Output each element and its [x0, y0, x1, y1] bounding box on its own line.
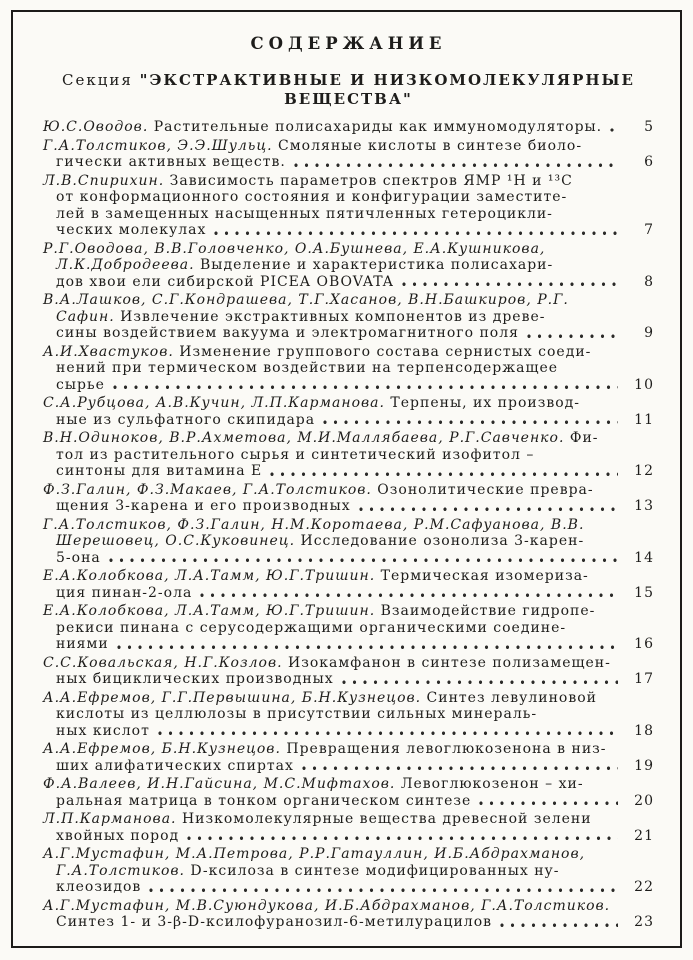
toc-entry-line [43, 671, 620, 688]
dot-leader [158, 723, 618, 740]
entry-authors: Р.Г.Оводова, В.В.Головченко, О.А.Бушнева, Е.А.Кушникова, [43, 240, 546, 257]
toc-entry-line-text [56, 309, 546, 325]
entry-title-text: Низкомолекулярные вещества древесной зелени [176, 811, 592, 827]
toc-entry-text [43, 811, 620, 844]
toc-entry-line-text [56, 914, 492, 931]
entry-title-text: Растительные полисахариды как иммуномодуляторы. [148, 119, 603, 135]
toc-entry [43, 292, 654, 342]
entry-authors: Сафин. [56, 308, 115, 325]
section-header-line1 [43, 71, 654, 90]
entry-title-text: Исследование озонолиза 3-карен- [295, 533, 585, 549]
toc-entry-line [43, 173, 620, 190]
dot-leader [149, 879, 618, 896]
entry-title-text: Левоглюкозенон – хи- [395, 776, 584, 792]
dot-leader [302, 758, 618, 775]
entry-title-text: ных бициклических производных [56, 671, 334, 687]
page-title: СОДЕРЖАНИЕ [250, 34, 447, 53]
toc-entry-line-text [56, 154, 286, 171]
dot-leader [294, 154, 618, 171]
toc-entry-line-text [56, 620, 566, 636]
toc-page-number: 11 [634, 411, 654, 428]
toc-entry-line-text [56, 447, 534, 463]
toc-entry-text [43, 482, 620, 515]
toc-entry-line-text [56, 463, 262, 480]
toc-entry-text [43, 846, 620, 896]
toc-entry-line [43, 377, 620, 394]
toc-entry-text [43, 741, 620, 774]
entry-title-text: дов хвои ели сибирской PICEA OBOVATA [56, 273, 394, 290]
toc-entry-line-text [43, 846, 585, 862]
toc-entry-line-text [56, 377, 105, 394]
toc-entry-line [43, 585, 620, 602]
toc-entry-line [43, 189, 620, 206]
entry-title-text: ральная матрица в тонком органическом синтезе [56, 792, 472, 809]
toc-entry-line-text [56, 550, 101, 567]
toc-entry-text [43, 241, 620, 291]
dot-leader [500, 914, 618, 931]
entry-title-text: ных кислот [56, 722, 150, 739]
toc-entry-text [43, 690, 620, 740]
entry-title-text: рекиси пинана с серусодержащими органическими соедине- [56, 619, 567, 636]
dot-leader [109, 550, 618, 567]
entry-title-text: Выделение и характеристика полисахари- [194, 257, 554, 273]
toc-entry-line-text [56, 360, 558, 376]
dot-leader [214, 222, 618, 239]
entry-title-text: Фи- [564, 430, 599, 446]
toc-entry-line [43, 758, 620, 775]
toc-entry [43, 846, 654, 896]
toc-page-number: 12 [634, 463, 654, 479]
toc-entry-line-text [43, 655, 611, 671]
toc-entry [43, 517, 654, 567]
toc-entry-line [43, 241, 620, 258]
toc-entry [43, 173, 654, 239]
toc-entry-line-text [56, 533, 584, 549]
toc-page-number: 6 [644, 154, 654, 170]
toc-entry-text [43, 517, 620, 567]
toc-entry-line [43, 119, 620, 136]
toc-entry-line [43, 222, 620, 239]
toc-entry-line-text [43, 395, 580, 411]
toc-entry-line [43, 568, 620, 585]
toc-entry-line-text [56, 498, 351, 515]
toc-entry-text [43, 292, 620, 342]
toc-entry [43, 138, 654, 171]
toc-entry-line-text [56, 412, 315, 429]
section-title-line2: ВЕЩЕСТВА" [284, 90, 413, 108]
toc-page-number: 14 [634, 549, 654, 566]
entry-authors: А.И.Хвастуков. [43, 343, 174, 360]
entry-authors: А.Г.Мустафин, М.В.Суюндукова, И.Б.Абдрахманов, Г.А.Толстиков. [43, 897, 611, 914]
entry-title-text: щения 3-карена и его производных [56, 498, 351, 514]
entry-title-text: Смоляные кислоты в синтезе биоло- [272, 137, 583, 154]
toc-entry-line [43, 828, 620, 845]
toc-entry-text [43, 395, 620, 428]
entry-title-text: Изокамфанон в синтезе полизамещен- [282, 654, 611, 671]
toc-entry-text [43, 344, 620, 394]
dot-leader [402, 274, 618, 291]
toc-entry-line [43, 776, 620, 793]
toc-page-number: 10 [634, 376, 654, 393]
toc-entry-line-text [56, 879, 141, 896]
toc-entry-text [43, 776, 620, 809]
toc-entry [43, 741, 654, 774]
toc-entries [43, 119, 654, 931]
dot-leader [113, 377, 618, 394]
toc-entry [43, 776, 654, 809]
entry-authors: Ф.З.Галин, Ф.З.Макаев, Г.А.Толстиков. [43, 481, 372, 498]
entry-title-text: Взаимодействие гидропе- [375, 603, 596, 619]
toc-entry-line [43, 430, 620, 447]
dot-leader [323, 412, 618, 429]
toc-entry-line [43, 846, 620, 863]
entry-title-text: ные из сульфатного скипидара [56, 411, 316, 428]
toc-entry [43, 344, 654, 394]
toc-entry-line-text [56, 257, 553, 273]
entry-title-text: Синтез левулиновой [421, 689, 597, 706]
toc-entry-line [43, 863, 620, 880]
entry-title-text: сины воздействием вакуума и электромагнитного поля [56, 325, 519, 341]
toc-entry-line [43, 723, 620, 740]
toc-entry-line [43, 620, 620, 637]
toc-entry-line-text [56, 671, 334, 688]
toc-entry-line [43, 550, 620, 567]
toc-page-number: 7 [644, 222, 654, 238]
toc-entry-text [43, 430, 620, 480]
toc-page-number: 15 [634, 584, 654, 601]
toc-entry-line [43, 360, 620, 377]
entry-authors: Ф.А.Валеев, И.Н.Гайсина, М.С.Мифтахов. [43, 776, 396, 792]
toc-entry-line-text [43, 776, 584, 792]
entry-authors: А.Г.Мустафин, М.А.Петрова, Р.Р.Гатауллин, И.Б.Абдрахманов, [43, 846, 586, 862]
toc-entry-line [43, 309, 620, 326]
entry-authors: Л.П.Карманова. [43, 811, 177, 827]
toc-entry-line [43, 138, 620, 155]
toc-page-number: 20 [634, 792, 654, 809]
toc-page-number: 22 [634, 879, 654, 895]
toc-entry-line [43, 879, 620, 896]
toc-entry-line [43, 292, 620, 309]
toc-page-number: 9 [644, 325, 654, 341]
toc-entry-line-text [43, 811, 592, 827]
toc-entry-line [43, 463, 620, 480]
toc-page-number: 19 [634, 757, 654, 774]
toc-entry-line-text [56, 723, 150, 740]
toc-entry-text [43, 603, 620, 653]
entry-authors: Е.А.Колобкова, Л.А.Тамм, Ю.Г.Тришин. [43, 603, 376, 619]
toc-entry-line-text [56, 863, 560, 879]
toc-entry [43, 241, 654, 291]
entry-title-text: кислоты из целлюлозы в присутствии сильных минераль- [56, 706, 538, 722]
dot-leader [610, 119, 618, 136]
entry-title-text: от конформационного состояния и конфигурации заместите- [56, 189, 568, 205]
toc-entry [43, 119, 654, 136]
dot-leader [479, 793, 618, 810]
entry-title-text: синтоны для витамина Е [56, 463, 263, 479]
toc-entry-line-text [43, 603, 595, 619]
entry-authors: В.Н.Одиноков, В.Р.Ахметова, М.И.Маллябаева, Р.Г.Савченко. [43, 430, 565, 446]
page-border-frame [11, 10, 682, 948]
entry-authors: Г.А.Толстиков. [56, 862, 185, 879]
toc-entry-text [43, 119, 620, 136]
toc-page-number: 16 [634, 636, 654, 652]
toc-entry-line [43, 344, 620, 361]
toc-entry-line [43, 898, 620, 915]
toc-page-number: 13 [634, 498, 654, 514]
dot-leader [342, 671, 618, 688]
toc-page-number: 17 [634, 671, 654, 687]
toc-entry-line [43, 517, 620, 534]
toc-entry-line [43, 533, 620, 550]
toc-entry-line-text [43, 690, 597, 706]
dot-leader [270, 463, 618, 480]
toc-entry-text [43, 138, 620, 171]
toc-entry-line-text [56, 828, 179, 845]
toc-entry [43, 655, 654, 688]
dot-leader [359, 498, 618, 515]
entry-title-text: Зависимость параметров спектров ЯМР ¹H и ¹³C [164, 172, 573, 189]
toc-entry-line [43, 690, 620, 707]
entry-authors: Г.А.Толстиков, Ф.З.Галин, Н.М.Коротаева, Р.М.Сафуанова, В.В. [43, 516, 585, 533]
entry-title-text: 5-она [56, 549, 101, 566]
toc-entry-text [43, 898, 620, 931]
toc-entry-line-text [56, 636, 109, 653]
dot-leader [527, 325, 618, 342]
toc-entry-line [43, 447, 620, 464]
toc-entry-line [43, 603, 620, 620]
toc-entry-line [43, 482, 620, 499]
toc-entry-line [43, 811, 620, 828]
toc-entry [43, 430, 654, 480]
entry-authors: Ю.С.Оводов. [43, 119, 149, 135]
toc-page-number: 5 [644, 119, 654, 135]
toc-entry-line-text [43, 292, 569, 308]
toc-entry-line [43, 636, 620, 653]
toc-page-number: 8 [644, 273, 654, 290]
entry-title-text: ших алифатических спиртах [56, 757, 294, 774]
toc-entry-line-text [43, 482, 594, 498]
toc-entry-line-text [43, 430, 599, 446]
toc-entry-line [43, 325, 620, 342]
entry-title-text: Термическая изомериза- [375, 568, 589, 584]
toc-entry-line [43, 412, 620, 429]
entry-title-text: тол из растительного сырья и синтетический изофитол – [56, 446, 535, 463]
section-prefix: Секция [62, 71, 140, 89]
entry-title-text: гически активных веществ. [56, 154, 286, 170]
toc-entry-line [43, 257, 620, 274]
toc-entry-line-text [43, 241, 545, 257]
entry-title-text: сырье [56, 376, 105, 393]
toc-entry-line-text [43, 517, 584, 533]
toc-entry-line [43, 395, 620, 412]
dot-leader [117, 636, 618, 653]
entry-title-text: ниями [56, 636, 109, 652]
toc-entry-line [43, 498, 620, 515]
entry-authors: Е.А.Колобкова, Л.А.Тамм, Ю.Г.Тришин. [43, 568, 376, 584]
entry-title-text: D-ксилоза в синтезе модифицированных ну- [184, 862, 560, 879]
entry-title-text: Извлечение экстрактивных компонентов из древе- [114, 308, 546, 325]
entry-authors: Л.К.Добродеева. [56, 257, 195, 273]
toc-entry-line-text [56, 206, 553, 222]
toc-entry-line [43, 206, 620, 223]
entry-title-text: Превращения левоглюкозенона в низ- [280, 741, 607, 757]
toc-entry-line [43, 706, 620, 723]
entry-title-text: ция пинан-2-ола [56, 584, 193, 601]
entry-title-text: хвойных пород [56, 827, 180, 844]
toc-entry [43, 395, 654, 428]
toc-entry-text [43, 568, 620, 601]
toc-entry [43, 568, 654, 601]
toc-entry-line-text [43, 119, 602, 136]
toc-entry-line [43, 274, 620, 291]
section-title-line1: "ЭКСТРАКТИВНЫЕ И НИЗКОМОЛЕКУЛЯРНЫЕ [139, 71, 635, 89]
toc-entry [43, 603, 654, 653]
entry-title-text: ческих молекулах [56, 222, 207, 238]
toc-entry-text [43, 173, 620, 239]
toc-entry [43, 898, 654, 931]
entry-authors: С.А.Рубцова, А.В.Кучин, Л.П.Карманова. [43, 395, 385, 411]
entry-authors: Г.А.Толстиков, Э.Э.Шульц. [43, 137, 273, 154]
toc-entry-line-text [56, 274, 394, 291]
entry-title-text: лей в замещенных насыщенных пятичленных гетероцикли- [56, 205, 553, 222]
toc-entry-line [43, 914, 620, 931]
entry-authors: В.А.Лашков, С.Г.Кондрашева, Т.Г.Хасанов, В.Н.Башкиров, Р.Г. [43, 292, 569, 308]
toc-entry-line [43, 655, 620, 672]
toc-entry-line-text [56, 325, 519, 342]
toc-entry-line-text [43, 173, 573, 189]
toc-entry-line-text [43, 568, 589, 584]
entry-authors: А.А.Ефремов, Б.Н.Кузнецов. [43, 741, 281, 757]
entry-authors: Л.В.Спирихин. [43, 172, 165, 189]
dot-leader [187, 828, 618, 845]
toc-entry-line-text [43, 741, 607, 757]
toc-entry [43, 482, 654, 515]
toc-page-number: 23 [634, 914, 654, 930]
toc-entry-line [43, 154, 620, 171]
entry-authors: А.А.Ефремов, Г.Г.Первышина, Б.Н.Кузнецов. [43, 689, 422, 706]
dot-leader [200, 585, 618, 602]
toc-entry-line-text [56, 189, 567, 205]
toc-entry [43, 690, 654, 740]
toc-entry-line [43, 793, 620, 810]
toc-entry-line-text [56, 222, 206, 239]
entry-title-text: Изменение группового состава сернистых соеди- [173, 343, 592, 360]
entry-title-text: клеозидов [56, 879, 142, 895]
entry-authors: Шерешовец, О.С.Куковинец. [56, 533, 296, 549]
entry-title-text: Терпены, их производ- [384, 395, 581, 411]
toc-entry-line-text [56, 706, 537, 722]
toc-entry-line-text [56, 758, 294, 775]
toc-entry-line-text [56, 585, 192, 602]
entry-title-text: Синтез 1- и 3-β-D-ксилофуранозил-6-метилурацилов [56, 914, 493, 930]
entry-title-text: Озонолитические превра- [371, 481, 594, 498]
toc-entry-text [43, 655, 620, 688]
toc-entry-line [43, 741, 620, 758]
toc-entry-line-text [43, 138, 582, 154]
toc-entry-line-text [43, 344, 591, 360]
toc-entry-line-text [56, 793, 471, 810]
toc-entry-line-text [43, 898, 610, 914]
toc-entry [43, 811, 654, 844]
section-header [43, 71, 654, 109]
toc-page-number: 18 [634, 722, 654, 739]
toc-page-number: 21 [634, 827, 654, 844]
entry-authors: С.С.Ковальская, Н.Г.Козлов. [43, 654, 283, 671]
entry-title-text: нений при термическом воздействии на терпенсодержащее [56, 360, 559, 376]
